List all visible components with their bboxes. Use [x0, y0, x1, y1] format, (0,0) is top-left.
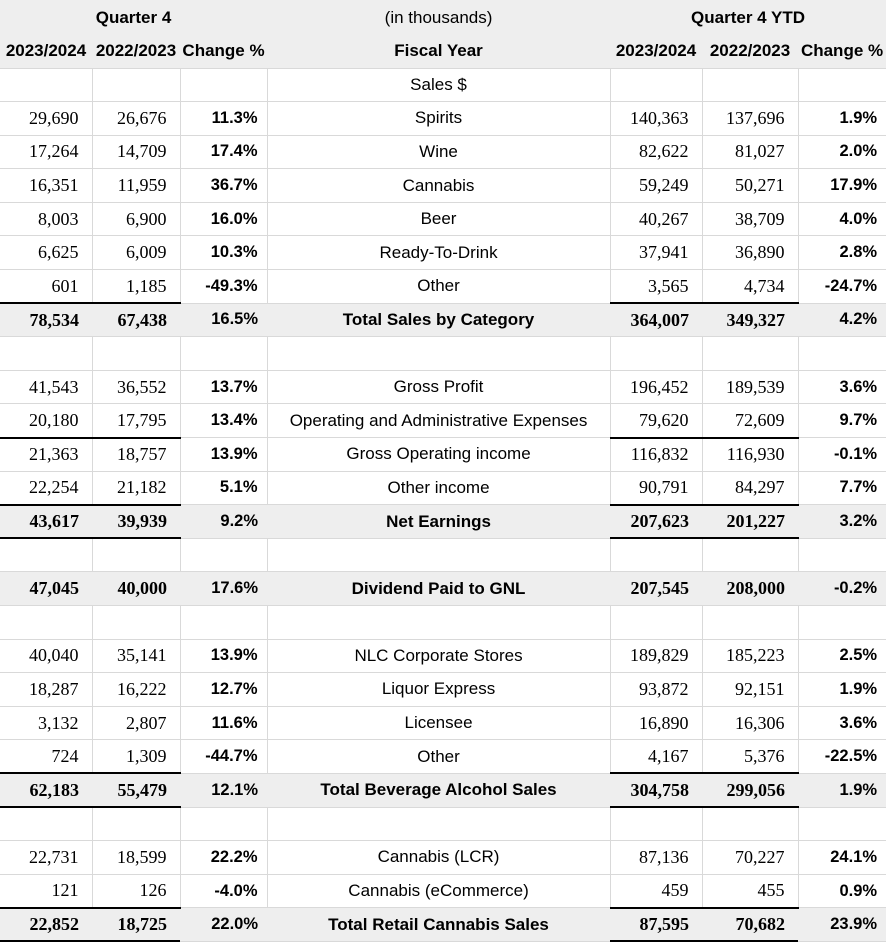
cell-ytd-change: 24.1%: [798, 841, 886, 875]
cell-q4-2022-2023: 14,709: [92, 135, 180, 169]
total-row: [0, 572, 886, 606]
cell-q4-2022-2023: [92, 606, 180, 640]
cell-q4-2022-2023: 17,795: [92, 404, 180, 438]
row-label: Beer: [267, 202, 610, 236]
cell-ytd-change: 17.9%: [798, 169, 886, 203]
cell-ytd-2022-2023: [702, 538, 798, 572]
row-label: Spirits: [267, 102, 610, 136]
group-header-row: [0, 0, 886, 35]
cell-q4-change: 10.3%: [180, 236, 267, 270]
data-row: [0, 471, 886, 505]
cell-q4-2023-2024: 601: [0, 270, 92, 304]
cell-q4-change: [180, 538, 267, 572]
cell-ytd-2022-2023: 38,709: [702, 202, 798, 236]
data-row: [0, 740, 886, 774]
total-row: [0, 303, 886, 337]
cell-q4-2022-2023: 55,479: [92, 773, 180, 807]
cell-ytd-change: 1.9%: [798, 102, 886, 136]
section-row: [0, 68, 886, 102]
blank-row: [0, 538, 886, 572]
data-row: [0, 673, 886, 707]
cell-q4-change: 11.6%: [180, 706, 267, 740]
cell-ytd-2022-2023: 70,682: [702, 908, 798, 942]
data-row: [0, 169, 886, 203]
cell-ytd-2023-2024: 90,791: [610, 471, 702, 505]
row-label: [267, 807, 610, 841]
col-header-q4-2022-2023: 2022/2023: [92, 35, 180, 68]
total-row: [0, 773, 886, 807]
cell-ytd-2023-2024: 3,565: [610, 270, 702, 304]
cell-q4-change: 22.0%: [180, 908, 267, 942]
cell-ytd-change: 1.9%: [798, 773, 886, 807]
cell-ytd-2023-2024: [610, 337, 702, 371]
cell-q4-2022-2023: 11,959: [92, 169, 180, 203]
row-label: Cannabis: [267, 169, 610, 203]
cell-ytd-2023-2024: 93,872: [610, 673, 702, 707]
cell-q4-2023-2024: 21,363: [0, 438, 92, 472]
cell-q4-change: 11.3%: [180, 102, 267, 136]
col-header-ytd-change: Change %: [798, 35, 886, 68]
cell-ytd-2022-2023: 208,000: [702, 572, 798, 606]
cell-q4-change: 13.7%: [180, 370, 267, 404]
cell-q4-2022-2023: 1,309: [92, 740, 180, 774]
cell-q4-2023-2024: 121: [0, 874, 92, 908]
cell-ytd-2023-2024: 116,832: [610, 438, 702, 472]
cell-q4-2022-2023: 21,182: [92, 471, 180, 505]
table-header: [0, 0, 886, 68]
cell-q4-2023-2024: 40,040: [0, 639, 92, 673]
cell-ytd-change: 3.6%: [798, 706, 886, 740]
cell-ytd-change: [798, 538, 886, 572]
cell-ytd-change: 2.5%: [798, 639, 886, 673]
cell-q4-change: -44.7%: [180, 740, 267, 774]
cell-ytd-change: [798, 68, 886, 102]
cell-ytd-change: -0.1%: [798, 438, 886, 472]
cell-ytd-change: -0.2%: [798, 572, 886, 606]
table-body: [0, 68, 886, 941]
cell-q4-2022-2023: 1,185: [92, 270, 180, 304]
cell-ytd-change: 3.2%: [798, 505, 886, 539]
row-label: [267, 606, 610, 640]
cell-ytd-2022-2023: 70,227: [702, 841, 798, 875]
row-label: [267, 538, 610, 572]
cell-ytd-change: -22.5%: [798, 740, 886, 774]
data-row: [0, 404, 886, 438]
row-label: Cannabis (LCR): [267, 841, 610, 875]
cell-ytd-2022-2023: [702, 807, 798, 841]
cell-ytd-change: [798, 337, 886, 371]
cell-ytd-change: 7.7%: [798, 471, 886, 505]
cell-ytd-2023-2024: [610, 538, 702, 572]
cell-ytd-change: -24.7%: [798, 270, 886, 304]
cell-ytd-2022-2023: 349,327: [702, 303, 798, 337]
cell-q4-2023-2024: [0, 606, 92, 640]
cell-ytd-2023-2024: 304,758: [610, 773, 702, 807]
cell-ytd-2022-2023: 36,890: [702, 236, 798, 270]
cell-ytd-2022-2023: 116,930: [702, 438, 798, 472]
in-thousands-label: (in thousands): [267, 0, 610, 35]
cell-ytd-change: 23.9%: [798, 908, 886, 942]
cell-ytd-2022-2023: 185,223: [702, 639, 798, 673]
cell-ytd-change: [798, 807, 886, 841]
row-label: Gross Operating income: [267, 438, 610, 472]
data-row: [0, 706, 886, 740]
cell-q4-2023-2024: [0, 538, 92, 572]
cell-q4-2023-2024: [0, 337, 92, 371]
blank-row: [0, 807, 886, 841]
cell-ytd-2023-2024: 189,829: [610, 639, 702, 673]
cell-ytd-2022-2023: 5,376: [702, 740, 798, 774]
col-header-q4-change: Change %: [180, 35, 267, 68]
cell-q4-2023-2024: 6,625: [0, 236, 92, 270]
data-row: [0, 102, 886, 136]
cell-ytd-2022-2023: 137,696: [702, 102, 798, 136]
cell-q4-2023-2024: 43,617: [0, 505, 92, 539]
cell-q4-2022-2023: 40,000: [92, 572, 180, 606]
cell-q4-2022-2023: [92, 68, 180, 102]
cell-q4-change: [180, 337, 267, 371]
blank-row: [0, 337, 886, 371]
cell-ytd-2023-2024: 16,890: [610, 706, 702, 740]
cell-ytd-2023-2024: [610, 68, 702, 102]
cell-q4-change: 13.9%: [180, 438, 267, 472]
cell-ytd-2023-2024: 40,267: [610, 202, 702, 236]
cell-ytd-2023-2024: 4,167: [610, 740, 702, 774]
cell-ytd-2023-2024: 79,620: [610, 404, 702, 438]
cell-q4-change: [180, 606, 267, 640]
cell-ytd-2022-2023: 92,151: [702, 673, 798, 707]
cell-ytd-2023-2024: 37,941: [610, 236, 702, 270]
row-label: Total Retail Cannabis Sales: [267, 908, 610, 942]
row-label: Cannabis (eCommerce): [267, 874, 610, 908]
total-row: [0, 908, 886, 942]
row-label: Operating and Administrative Expenses: [267, 404, 610, 438]
cell-q4-2022-2023: 26,676: [92, 102, 180, 136]
cell-ytd-2023-2024: 459: [610, 874, 702, 908]
cell-q4-2022-2023: 18,757: [92, 438, 180, 472]
cell-q4-change: 12.1%: [180, 773, 267, 807]
cell-q4-change: [180, 807, 267, 841]
data-row: [0, 874, 886, 908]
cell-ytd-2023-2024: 87,136: [610, 841, 702, 875]
cell-q4-2022-2023: [92, 538, 180, 572]
cell-ytd-2022-2023: 189,539: [702, 370, 798, 404]
cell-q4-2022-2023: 39,939: [92, 505, 180, 539]
cell-ytd-change: 4.0%: [798, 202, 886, 236]
data-row: [0, 236, 886, 270]
cell-ytd-2023-2024: 207,545: [610, 572, 702, 606]
row-label: Sales $: [267, 68, 610, 102]
col-header-q4-2023-2024: 2023/2024: [0, 35, 92, 68]
cell-q4-2023-2024: 20,180: [0, 404, 92, 438]
cell-ytd-change: 2.0%: [798, 135, 886, 169]
cell-q4-change: [180, 68, 267, 102]
cell-ytd-2022-2023: 4,734: [702, 270, 798, 304]
cell-q4-2022-2023: [92, 807, 180, 841]
cell-ytd-2023-2024: 196,452: [610, 370, 702, 404]
row-label: Other income: [267, 471, 610, 505]
row-label: Total Sales by Category: [267, 303, 610, 337]
data-row: [0, 370, 886, 404]
row-label: Total Beverage Alcohol Sales: [267, 773, 610, 807]
cell-ytd-2022-2023: 50,271: [702, 169, 798, 203]
cell-q4-2023-2024: 22,731: [0, 841, 92, 875]
cell-q4-2023-2024: 62,183: [0, 773, 92, 807]
cell-ytd-2023-2024: 140,363: [610, 102, 702, 136]
cell-ytd-2023-2024: [610, 606, 702, 640]
cell-ytd-change: 4.2%: [798, 303, 886, 337]
cell-q4-2022-2023: 36,552: [92, 370, 180, 404]
cell-ytd-2022-2023: 16,306: [702, 706, 798, 740]
cell-ytd-2022-2023: 72,609: [702, 404, 798, 438]
cell-ytd-change: [798, 606, 886, 640]
cell-q4-change: 36.7%: [180, 169, 267, 203]
cell-q4-2023-2024: 3,132: [0, 706, 92, 740]
cell-ytd-2023-2024: 364,007: [610, 303, 702, 337]
blank-row: [0, 606, 886, 640]
cell-ytd-2022-2023: 84,297: [702, 471, 798, 505]
col-header-ytd-2022-2023: 2022/2023: [702, 35, 798, 68]
cell-q4-2023-2024: 41,543: [0, 370, 92, 404]
cell-q4-2022-2023: 6,009: [92, 236, 180, 270]
cell-q4-2022-2023: 6,900: [92, 202, 180, 236]
cell-q4-2022-2023: 2,807: [92, 706, 180, 740]
cell-q4-2022-2023: 16,222: [92, 673, 180, 707]
cell-q4-2022-2023: [92, 337, 180, 371]
cell-ytd-2022-2023: 455: [702, 874, 798, 908]
cell-ytd-2022-2023: [702, 337, 798, 371]
cell-q4-2023-2024: 17,264: [0, 135, 92, 169]
column-header-row: [0, 35, 886, 68]
cell-q4-2022-2023: 18,725: [92, 908, 180, 942]
cell-ytd-2023-2024: 59,249: [610, 169, 702, 203]
row-label: Other: [267, 270, 610, 304]
cell-ytd-2023-2024: 87,595: [610, 908, 702, 942]
cell-ytd-change: 1.9%: [798, 673, 886, 707]
cell-ytd-change: 2.8%: [798, 236, 886, 270]
data-row: [0, 639, 886, 673]
cell-q4-change: 5.1%: [180, 471, 267, 505]
row-label: Wine: [267, 135, 610, 169]
cell-q4-change: -49.3%: [180, 270, 267, 304]
data-row: [0, 202, 886, 236]
col-header-fiscal-year: Fiscal Year: [267, 35, 610, 68]
cell-ytd-2022-2023: 81,027: [702, 135, 798, 169]
cell-q4-change: 17.4%: [180, 135, 267, 169]
data-row: [0, 438, 886, 472]
cell-ytd-2022-2023: 201,227: [702, 505, 798, 539]
cell-q4-change: 17.6%: [180, 572, 267, 606]
cell-ytd-change: 3.6%: [798, 370, 886, 404]
cell-q4-2023-2024: 47,045: [0, 572, 92, 606]
cell-q4-change: 16.0%: [180, 202, 267, 236]
cell-q4-2022-2023: 35,141: [92, 639, 180, 673]
cell-ytd-2023-2024: 82,622: [610, 135, 702, 169]
ytd-group-header: Quarter 4 YTD: [610, 0, 886, 35]
cell-q4-2022-2023: 67,438: [92, 303, 180, 337]
cell-q4-change: 13.4%: [180, 404, 267, 438]
row-label: Net Earnings: [267, 505, 610, 539]
cell-q4-2023-2024: 16,351: [0, 169, 92, 203]
cell-q4-2023-2024: [0, 807, 92, 841]
cell-q4-2022-2023: 126: [92, 874, 180, 908]
cell-q4-2023-2024: 18,287: [0, 673, 92, 707]
cell-q4-2023-2024: 78,534: [0, 303, 92, 337]
cell-q4-2023-2024: 22,254: [0, 471, 92, 505]
cell-q4-2023-2024: [0, 68, 92, 102]
cell-q4-2023-2024: 29,690: [0, 102, 92, 136]
cell-ytd-2023-2024: [610, 807, 702, 841]
row-label: Other: [267, 740, 610, 774]
row-label: Gross Profit: [267, 370, 610, 404]
row-label: NLC Corporate Stores: [267, 639, 610, 673]
data-row: [0, 135, 886, 169]
q4-group-header: Quarter 4: [0, 0, 267, 35]
col-header-ytd-2023-2024: 2023/2024: [610, 35, 702, 68]
cell-ytd-2022-2023: 299,056: [702, 773, 798, 807]
cell-q4-change: 22.2%: [180, 841, 267, 875]
cell-q4-2023-2024: 22,852: [0, 908, 92, 942]
row-label: [267, 337, 610, 371]
cell-q4-change: 13.9%: [180, 639, 267, 673]
cell-ytd-2023-2024: 207,623: [610, 505, 702, 539]
cell-q4-2023-2024: 8,003: [0, 202, 92, 236]
cell-q4-change: -4.0%: [180, 874, 267, 908]
cell-ytd-2022-2023: [702, 606, 798, 640]
row-label: Dividend Paid to GNL: [267, 572, 610, 606]
row-label: Ready-To-Drink: [267, 236, 610, 270]
cell-q4-2023-2024: 724: [0, 740, 92, 774]
cell-ytd-change: 9.7%: [798, 404, 886, 438]
cell-ytd-2022-2023: [702, 68, 798, 102]
row-label: Licensee: [267, 706, 610, 740]
data-row: [0, 270, 886, 304]
cell-q4-change: 16.5%: [180, 303, 267, 337]
cell-ytd-change: 0.9%: [798, 874, 886, 908]
total-row: [0, 505, 886, 539]
cell-q4-change: 9.2%: [180, 505, 267, 539]
data-row: [0, 841, 886, 875]
row-label: Liquor Express: [267, 673, 610, 707]
cell-q4-2022-2023: 18,599: [92, 841, 180, 875]
cell-q4-change: 12.7%: [180, 673, 267, 707]
